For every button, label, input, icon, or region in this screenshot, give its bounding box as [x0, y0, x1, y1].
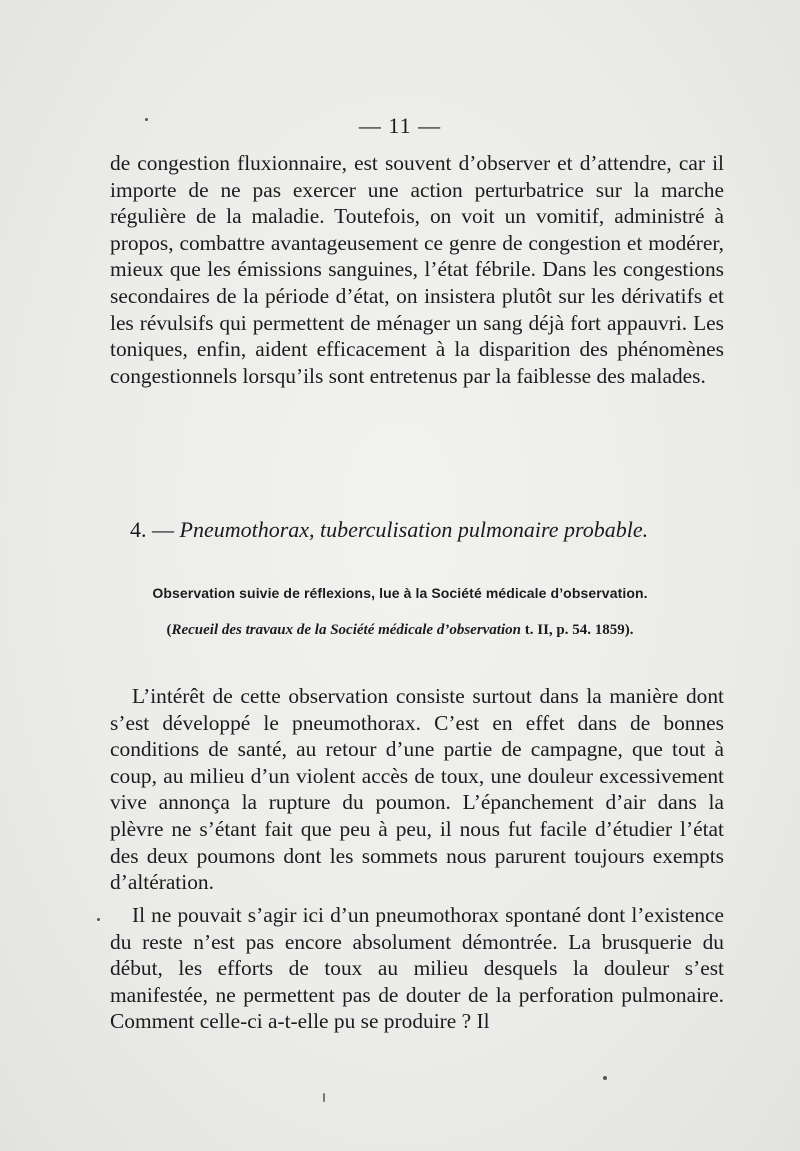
- paragraph-continuation: de congestion fluxionnaire, est souvent d’observer et d’attendre, car il importe de ne pas exercer une action perturbatrice sur la marche régulière de la maladie. Toutefois, on voit un vomitif, administré à propos, combattre avantageusement ce genre de congestion et modérer, mieux que les émissions sanguines, l’état fébrile. Dans les congestions secondaires de la période d’état, on insistera plutôt sur les dérivatifs et les révulsifs qui permettent de ménager un sang déjà fort appauvri. Les toniques, enfin, aident efficacement à la disparition des phénomènes congestionnels lorsqu’ils sont entretenus par la faiblesse des malades.: [110, 151, 724, 388]
- section-heading: [130, 516, 770, 544]
- paper-speck: [603, 1076, 607, 1080]
- source-description: Observation suivie de réflexions, lue à la Société médicale d’observation.: [152, 585, 648, 601]
- source-citation: [0, 622, 800, 639]
- citation-open-paren: (: [166, 622, 172, 638]
- paper-speck: [97, 918, 100, 921]
- section-number: 4. —: [130, 517, 174, 542]
- page-number: — 11 —: [358, 113, 442, 138]
- citation-journal-title: Recueil des travaux de la Société médicale d’observation: [171, 622, 521, 638]
- citation-volume-page-year: t. II, p. 54. 1859).: [521, 622, 634, 638]
- paper-speck: [145, 118, 148, 121]
- paragraph-observation: L’intérêt de cette observation consiste surtout dans la manière dont s’est développé le pneumothorax. C’est en effet dans de bonnes conditions de santé, au retour d’une partie de campagne, que tout à coup, au milieu d’un violent accès de toux, une douleur excessivement vive annonça la rupture du poumon. L’épanchement d’air dans la plèvre ne s’étant fait que peu à peu, il nous fut facile d’étudier l’état des deux poumons dont les sommets nous parurent toujours exempts d’altération.: [110, 684, 724, 895]
- paragraph-discussion: Il ne pouvait s’agir ici d’un pneumothorax spontané dont l’existence du reste n’est pas encore absolument démontrée. La brusquerie du début, les efforts de toux au milieu desquels la douleur s’est manifestée, ne permettent pas de douter de la perforation pulmonaire. Comment celle-ci a-t-elle pu se produire ? Il: [110, 903, 724, 1034]
- section-title: Pneumothorax, tuberculisation pulmonaire probable.: [179, 517, 649, 542]
- paper-speck: [323, 1093, 325, 1102]
